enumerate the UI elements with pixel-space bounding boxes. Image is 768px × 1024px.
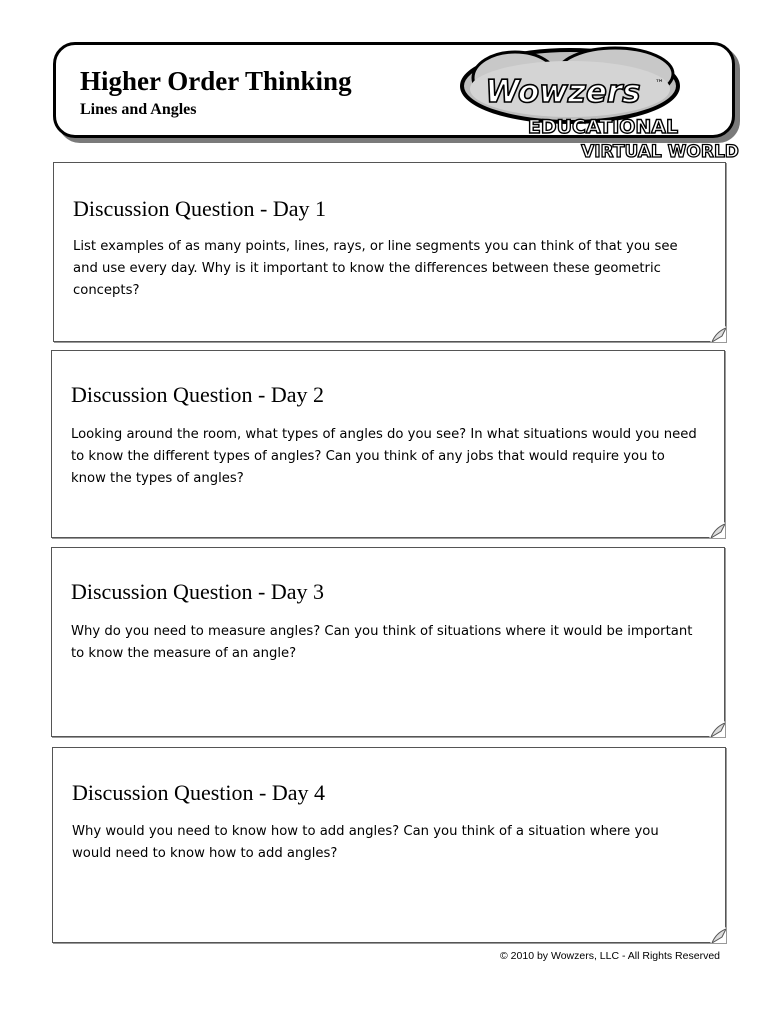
question-card-day-4 [52, 747, 726, 943]
question-title: Discussion Question - Day 1 [73, 196, 326, 221]
question-title: Discussion Question - Day 3 [71, 579, 324, 604]
page-subtitle: Lines and Angles [80, 101, 197, 118]
page-curl-icon [710, 927, 726, 943]
question-title: Discussion Question - Day 4 [72, 780, 325, 805]
question-text: Why do you need to measure angles? Can you think of situations where it would be important to know the measure of an angle? [71, 624, 693, 661]
wowzers-logo [455, 34, 745, 164]
copyright-footer: © 2010 by Wowzers, LLC - All Rights Reserved [500, 950, 720, 962]
question-card-day-1 [53, 162, 726, 342]
logo-tagline-educational: EDUCATIONAL [527, 116, 679, 138]
page-curl-icon [709, 522, 725, 538]
question-text: Why would you need to know how to add angles? Can you think of a situation where you would need to know how to add angles? [72, 824, 659, 861]
question-text: Looking around the room, what types of angles do you see? In what situations would you need to know the different types of angles? Can you think of any jobs that would require you to know the types of angles? [71, 427, 697, 486]
logo-trademark: ™ [655, 79, 664, 89]
question-card-day-3 [51, 547, 725, 737]
page-title: Higher Order Thinking [80, 66, 352, 96]
question-text: List examples of as many points, lines, rays, or line segments you can think of that you see and use every day. Why is it important to know the differences between these geometric concepts? [73, 239, 678, 298]
logo-brand: Wowzers [485, 74, 641, 110]
question-card-day-2 [51, 350, 725, 538]
logo-tagline-virtual-world: VIRTUAL WORLD [581, 142, 739, 162]
question-title: Discussion Question - Day 2 [71, 382, 324, 407]
page-curl-icon [709, 721, 725, 737]
page-curl-icon [710, 326, 726, 342]
